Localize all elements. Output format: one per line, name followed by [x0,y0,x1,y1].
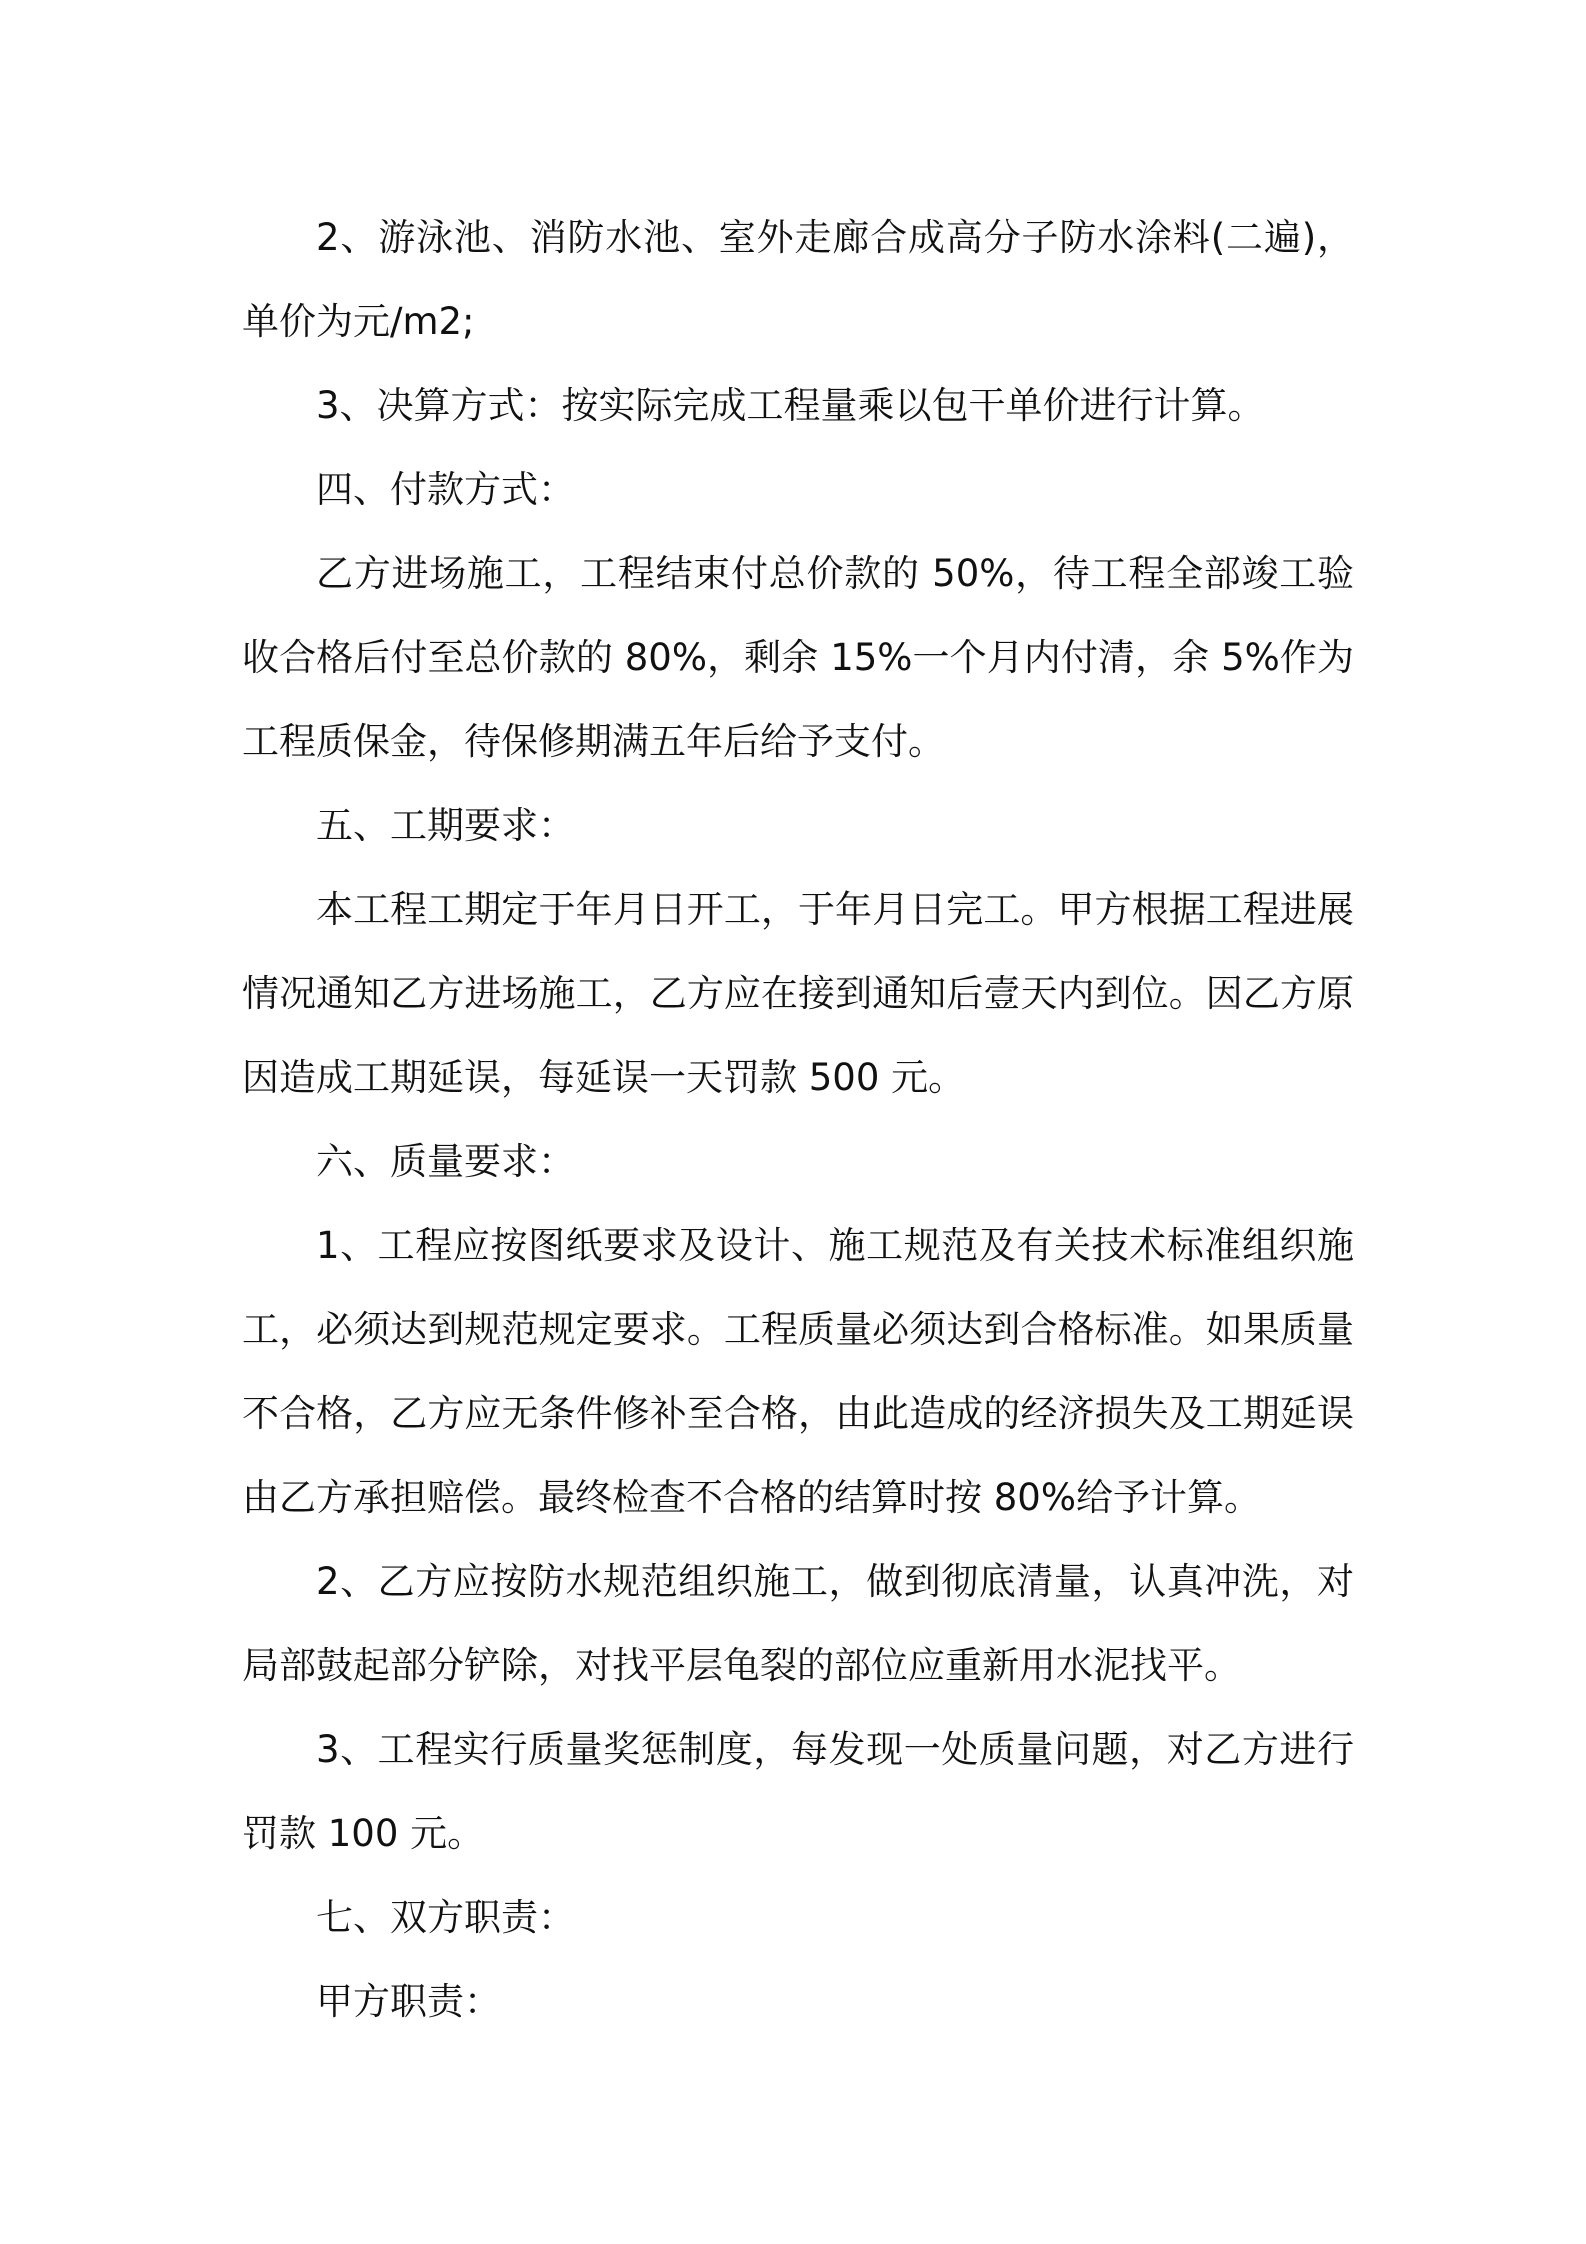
quality-clause-1: 1、工程应按图纸要求及设计、施工规范及有关技术标准组织施工，必须达到规范规定要求。工程质量必须达到合格标准。如果质量不合格，乙方应无条件修补至合格，由此造成的经济损失及工期延误由乙方承担赔偿。最终检查不合格的结算时按 80%给予计算。 [242,1224,1354,1519]
section-heading-payment: 四、付款方式： [316,468,575,511]
section-heading-quality: 六、质量要求： [316,1140,575,1183]
quality-clause-3: 3、工程实行质量奖惩制度，每发现一处质量问题，对乙方进行罚款 100 元。 [242,1728,1354,1855]
party-a-responsibilities-heading: 甲方职责： [316,1980,501,2023]
section-heading-schedule: 五、工期要求： [316,804,575,847]
clause-3-settlement-method: 3、决算方式：按实际完成工程量乘以包干单价进行计算。 [316,384,1265,427]
document-body [242,196,1354,2044]
payment-terms-paragraph: 乙方进场施工，工程结束付总价款的 50%，待工程全部竣工验收合格后付至总价款的 80%，剩余 15%一个月内付清，余 5%作为工程质保金，待保修期满五年后给予支付。 [242,552,1354,763]
section-heading-responsibilities: 七、双方职责： [316,1896,575,1939]
clause-2-pool-waterproofing: 2、游泳池、消防水池、室外走廊合成高分子防水涂料(二遍)，单价为元/m2; [242,216,1354,343]
quality-clause-2: 2、乙方应按防水规范组织施工，做到彻底清量，认真冲洗，对局部鼓起部分铲除，对找平层龟裂的部位应重新用水泥找平。 [242,1560,1354,1687]
schedule-paragraph: 本工程工期定于年月日开工，于年月日完工。甲方根据工程进展情况通知乙方进场施工，乙方应在接到通知后壹天内到位。因乙方原因造成工期延误，每延误一天罚款 500 元。 [242,888,1354,1099]
